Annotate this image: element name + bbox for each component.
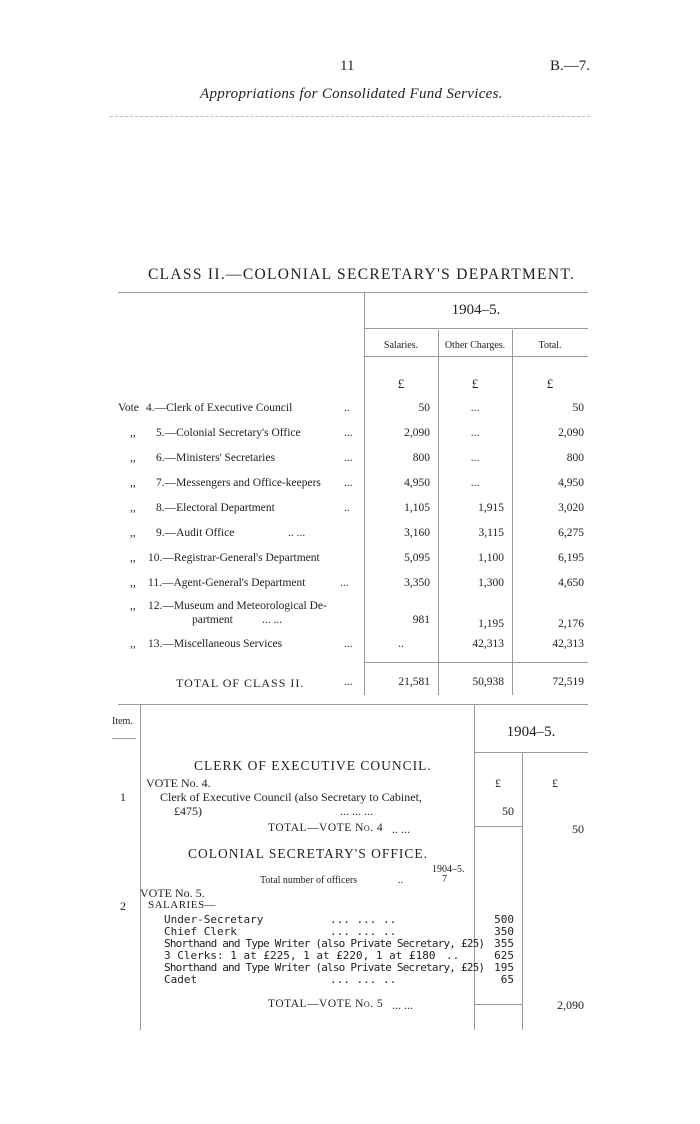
clerk-line-continuation: £475)	[174, 804, 202, 818]
salaries-value: 2,090	[404, 427, 430, 439]
vote-prefix: ,,	[130, 427, 136, 439]
vote-label: 8.—Electoral Department	[156, 502, 275, 514]
salary-line-label: Chief Clerk	[164, 925, 237, 938]
vote-total-amount: 50	[572, 822, 584, 836]
salary-line-label: Shorthand and Type Writer (also Private Secretary, £25)	[164, 937, 485, 950]
vote-label: 12.—Museum and Meteorological De-	[148, 600, 327, 612]
grand-total: 72,519	[552, 676, 584, 688]
clerk-line: Clerk of Executive Council (also Secretary to Cabinet,	[160, 790, 422, 804]
vote-prefix: Vote	[118, 402, 139, 414]
summary-row	[0, 527, 700, 549]
salaries-total: 21,581	[398, 676, 430, 688]
salaries-label: SALARIES—	[148, 899, 217, 911]
summary-year: 1904–5.	[451, 302, 501, 318]
salary-line	[0, 937, 700, 949]
detail-year: 1904–5.	[506, 724, 556, 740]
leader-dots: ... ... ..	[330, 973, 397, 986]
summary-top-rule	[118, 292, 588, 293]
vote-label-continuation: partment	[192, 614, 233, 626]
leader-dots: ... ... ...	[340, 804, 373, 818]
salary-line-label: Cadet	[164, 973, 198, 986]
officers-count: 7	[442, 874, 447, 885]
vote-prefix: ,,	[130, 600, 136, 612]
header-rule	[110, 116, 590, 117]
total-value: 3,020	[558, 502, 584, 514]
summary-row-museum	[0, 600, 700, 634]
vote-label: 10.—Registrar-General's Department	[148, 552, 320, 564]
column-header-salaries: Salaries.	[383, 340, 419, 351]
leader-dots: ... ...	[392, 998, 413, 1012]
subtotal-rule	[474, 1004, 522, 1005]
detail-year-rule	[474, 752, 588, 753]
summary-heading: CLASS II.—COLONIAL SECRETARY'S DEPARTMENT.	[148, 266, 576, 283]
salary-line-amount: 625	[494, 949, 514, 962]
salaries-value: 3,350	[404, 577, 430, 589]
vote-prefix: ,,	[130, 527, 136, 539]
salary-line-amount: 350	[494, 925, 514, 938]
vote-label: 4.—Clerk of Executive Council	[146, 402, 293, 414]
salaries-value: 800	[412, 452, 430, 464]
salary-line	[0, 913, 700, 925]
vote-total-label: TOTAL—VOTE No. 5	[268, 998, 384, 1010]
leader-dots: ...	[340, 577, 349, 589]
vote-label: 13.—Miscellaneous Services	[148, 638, 283, 650]
running-title: Appropriations for Consolidated Fund Services.	[200, 86, 503, 102]
summary-row	[0, 638, 700, 660]
summary-row	[0, 502, 700, 524]
office-section-heading: COLONIAL SECRETARY'S OFFICE.	[188, 846, 428, 861]
page-number: 11	[340, 58, 355, 74]
salary-line	[0, 961, 700, 973]
other-charges-value: ...	[470, 477, 480, 489]
salaries-value: 1,105	[404, 502, 430, 514]
total-value: 2,176	[558, 618, 584, 630]
summary-total-row	[0, 676, 700, 698]
summary-row	[0, 427, 700, 449]
salary-line-amount: 65	[500, 973, 514, 986]
vote-prefix: ,,	[130, 577, 136, 589]
subtotal-rule	[474, 826, 522, 827]
salary-line-amount: 500	[494, 913, 514, 926]
vote-total-label: TOTAL—VOTE No. 4	[268, 822, 384, 834]
currency-symbol: £	[397, 376, 405, 391]
salary-line-amount: 355	[494, 937, 514, 950]
summary-row	[0, 477, 700, 499]
summary-row	[0, 452, 700, 474]
total-label: TOTAL OF CLASS II.	[176, 676, 305, 690]
vote-label: VOTE No. 5.	[140, 886, 205, 900]
salaries-value: ..	[398, 638, 404, 650]
vote-prefix: ,,	[130, 452, 136, 464]
summary-row	[0, 552, 700, 574]
salaries-value: 5,095	[404, 552, 430, 564]
leader-dots: ... ...	[262, 614, 283, 626]
item-number: 1	[120, 790, 126, 804]
other-charges-value: 1,300	[478, 577, 504, 589]
vote-total-amount: 2,090	[557, 998, 584, 1012]
summary-header-rule	[364, 356, 588, 357]
salary-line-label: 3 Clerks: 1 at £225, 1 at £220, 1 at £180	[164, 949, 436, 962]
salary-line-label: Under-Secretary	[164, 913, 264, 926]
column-header-other-charges: Other Charges.	[444, 340, 506, 351]
summary-row	[0, 577, 700, 599]
total-value: 42,313	[552, 638, 584, 650]
vote-label: 5.—Colonial Secretary's Office	[156, 427, 301, 439]
item-header-rule	[112, 738, 136, 739]
salary-line-amount: 195	[494, 961, 514, 974]
currency-symbol: £	[471, 376, 479, 391]
other-charges-value: ...	[470, 427, 480, 439]
other-charges-value: ...	[470, 402, 480, 414]
summary-row	[0, 402, 700, 424]
detail-col-divider	[522, 752, 523, 1030]
vote-prefix: ,,	[130, 502, 136, 514]
leader-dots: ...	[344, 427, 353, 439]
other-charges-value: 42,313	[472, 638, 504, 650]
total-value: 800	[566, 452, 584, 464]
vote-label: 6.—Ministers' Secretaries	[156, 452, 275, 464]
officers-year: 1904–5.	[432, 864, 465, 875]
leader-dots: ..	[344, 402, 350, 414]
clerk-section-heading: CLERK OF EXECUTIVE COUNCIL.	[194, 758, 432, 773]
total-value: 4,650	[558, 577, 584, 589]
leader-dots: ...	[344, 452, 353, 464]
leader-dots: ... ... ..	[330, 925, 397, 938]
total-value: 6,275	[558, 527, 584, 539]
other-charges-total: 50,938	[472, 676, 504, 688]
leader-dots: ...	[344, 638, 353, 650]
leader-dots: ...	[344, 676, 353, 688]
leader-dots: ..	[344, 502, 350, 514]
currency-symbol: £	[552, 776, 558, 790]
leader-dots: ..	[446, 949, 460, 962]
salaries-value: 4,950	[404, 477, 430, 489]
other-charges-value: 1,100	[478, 552, 504, 564]
clerk-amount: 50	[502, 804, 514, 818]
detail-top-rule	[118, 704, 588, 705]
other-charges-value: ...	[470, 452, 480, 464]
salaries-value: 981	[412, 614, 430, 626]
salary-line-label: Shorthand and Type Writer (also Private Secretary, £25)	[164, 961, 485, 974]
vote-label: 7.—Messengers and Office-keepers	[156, 477, 321, 489]
vote-prefix: ,,	[130, 477, 136, 489]
total-value: 2,090	[558, 427, 584, 439]
document-ref: B.—7.	[550, 58, 591, 74]
summary-year-rule	[364, 328, 588, 329]
item-column-header: Item.	[112, 716, 133, 727]
vote-label: 11.—Agent-General's Department	[148, 577, 306, 589]
salary-line	[0, 925, 700, 937]
total-value: 6,195	[558, 552, 584, 564]
vote-prefix: ,,	[130, 552, 136, 564]
leader-dots: ... ... ..	[330, 913, 397, 926]
currency-symbol: £	[546, 376, 554, 391]
salary-line	[0, 949, 700, 961]
currency-symbol: £	[495, 776, 501, 790]
column-header-total: Total.	[538, 340, 562, 351]
officers-label: Total number of officers	[260, 875, 358, 886]
leader-dots: ..	[398, 875, 403, 886]
leader-dots: .. ...	[288, 527, 306, 539]
total-value: 4,950	[558, 477, 584, 489]
leader-dots: ...	[344, 477, 353, 489]
salary-line	[0, 973, 700, 985]
leader-dots: .. ...	[392, 822, 410, 836]
salaries-value: 50	[418, 402, 430, 414]
vote-prefix: ,,	[130, 638, 136, 650]
salaries-value: 3,160	[404, 527, 430, 539]
item-number: 2	[120, 899, 126, 913]
vote-label: VOTE No. 4.	[146, 776, 211, 790]
vote-label: 9.—Audit Office	[156, 527, 235, 539]
total-value: 50	[572, 402, 584, 414]
other-charges-value: 1,915	[478, 502, 504, 514]
summary-total-rule	[364, 662, 588, 663]
other-charges-value: 1,195	[478, 618, 504, 630]
other-charges-value: 3,115	[478, 527, 504, 539]
